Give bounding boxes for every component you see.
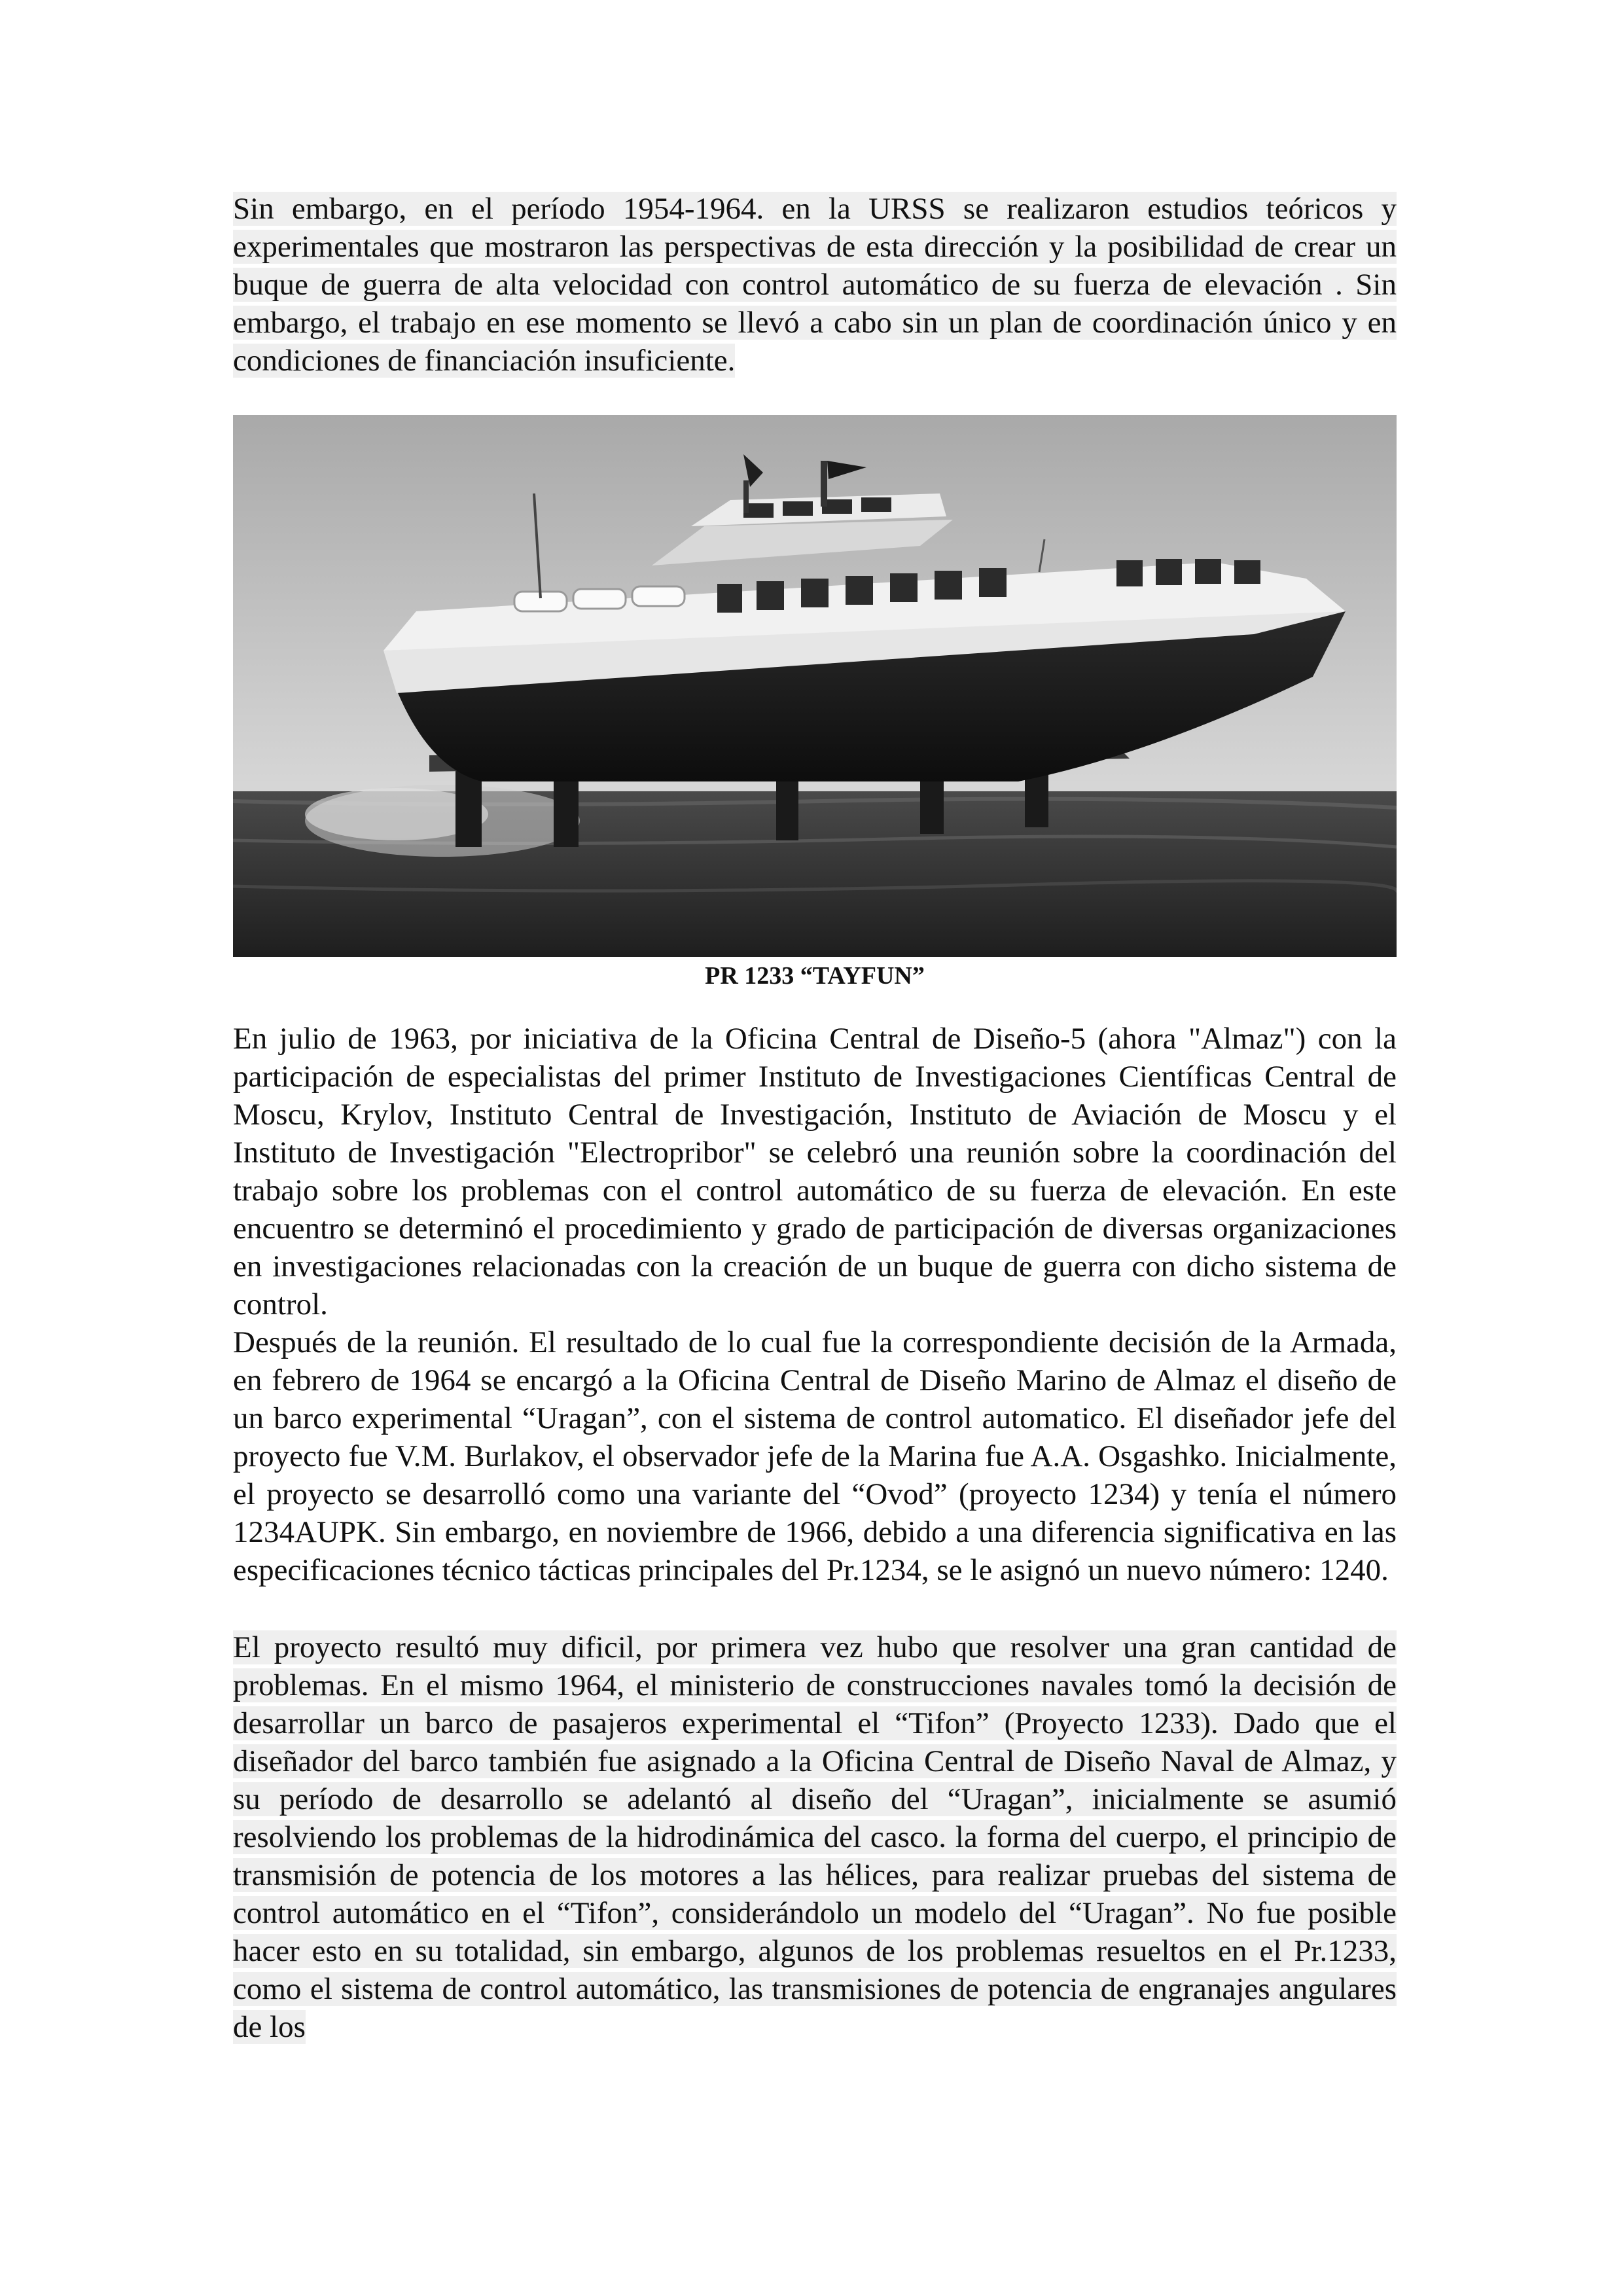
paragraph-tifon-project-text: El proyecto resultó muy dificil, por primera vez hubo que resolver una gran cantidad de problemas. En el mismo 1964, el ministerio de construcciones navales tomó la decisión de desarrollar un barco de pasajeros experimental el “Tifon” (Proyecto 1233). Dado que el diseñador del barco también fue asignado a la Oficina Central de Diseño Naval de Almaz, y su período de desarrollo se adelantó al diseño del “Uragan”, inicialmente se asumió resolviendo los problemas de la hidrodinámica del casco. la forma del cuerpo, el principio de transmisión de potencia de los motores a las hélices, para realizar pruebas del sistema de control automático en el “Tifon”, considerándolo un modelo del “Uragan”. No fue posible hacer esto en su totalidad, sin embargo, algunos de los problemas resueltos en el Pr.1233, como el sistema de control automático, las transmisiones de potencia de engranajes angulares de los bbox=[233, 1630, 1397, 2044]
hydrofoil-photo bbox=[233, 415, 1397, 957]
paragraph-meeting-1963-text: En julio de 1963, por iniciativa de la Oficina Central de Diseño-5 (ahora "Almaz") con la participación de especialistas del primer Instituto de Investigaciones Científicas Central de Moscu, Krylov, Instituto Central de Investigación, Instituto de Aviación de Moscu y el Instituto de Investigación "Electropribor" se celebró una reunión sobre la coordinación del trabajo sobre los problemas con el control automático de su fuerza de elevación. En este encuentro se determinó el procedimiento y grado de participación de diversas organizaciones en investigaciones relacionadas con la creación de un buque de guerra con dicho sistema de control. bbox=[233, 1022, 1397, 1321]
paragraph-tifon-project bbox=[233, 1628, 1397, 2046]
paragraph-meeting-1963 bbox=[233, 1020, 1397, 1323]
paragraph-intro bbox=[233, 190, 1397, 380]
paragraph-uragan-design bbox=[233, 1323, 1397, 1589]
paragraph-intro-text: Sin embargo, en el período 1954-1964. en la URSS se realizaron estudios teóricos y experimentales que mostraron las perspectivas de esta dirección y la posibilidad de crear un buque de guerra de alta velocidad con control automático de su fuerza de elevación . Sin embargo, el trabajo en ese momento se llevó a cabo sin un plan de coordinación único y en condiciones de financiación insuficiente. bbox=[233, 192, 1397, 378]
figure-caption: PR 1233 “TAYFUN” bbox=[705, 962, 925, 990]
paragraph-uragan-design-text: Después de la reunión. El resultado de lo cual fue la correspondiente decisión de la Armada, en febrero de 1964 se encargó a la Oficina Central de Diseño Marino de Almaz el diseño de un barco experimental “Uragan”, con el sistema de control automatico. El diseñador jefe del proyecto fue V.M. Burlakov, el observador jefe de la Marina fue A.A. Osgashko. Inicialmente, el proyecto se desarrolló como una variante del “Ovod” (proyecto 1234) y tenía el número 1234AUPK. Sin embargo, en noviembre de 1966, debido a una diferencia significativa en las especificaciones técnico tácticas principales del Pr.1234, se le asignó un nuevo número: 1240. bbox=[233, 1325, 1397, 1587]
